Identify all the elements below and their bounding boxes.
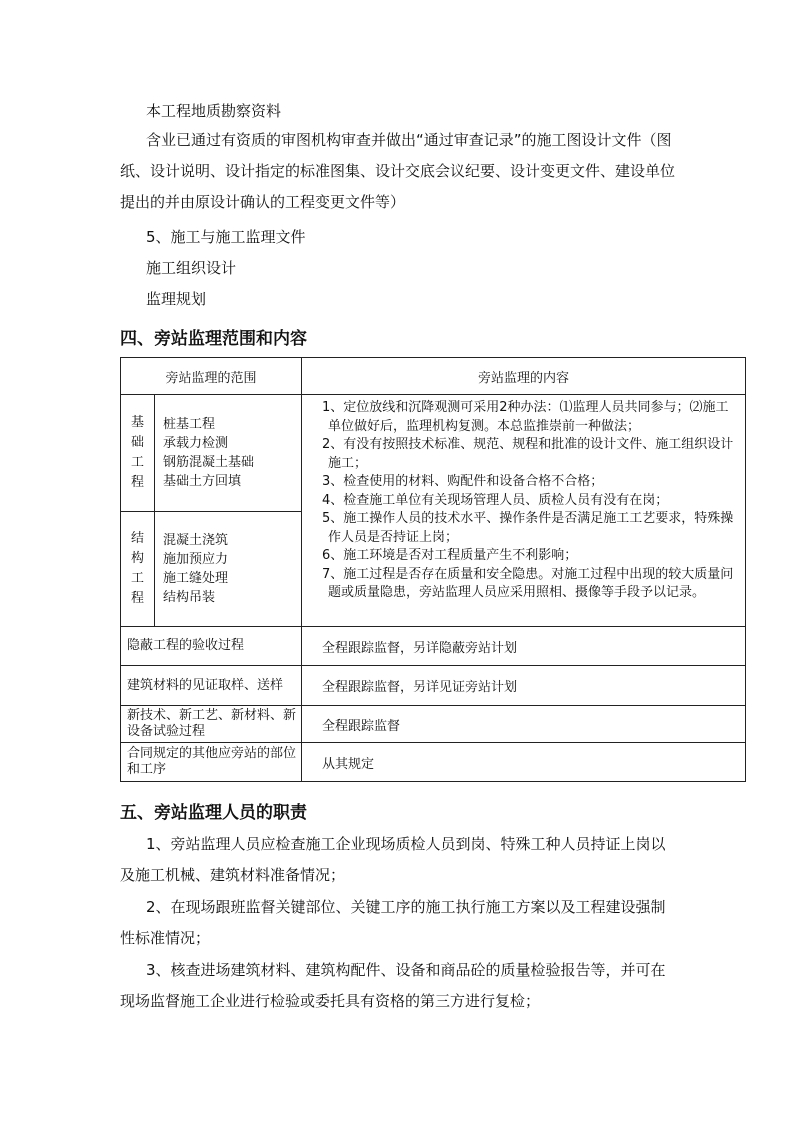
section-4-title: 四、旁站监理范围和内容	[120, 329, 307, 349]
duty-paragraph: 3、核查进场建筑材料、建筑构配件、设备和商品砼的质量检验报告等，并可在现场监督施工企业进行检验或委托具有资格的第三方进行复检；	[120, 961, 666, 1010]
content-item: 7、施工过程是否存在质量和安全隐患。对施工过程中出现的较大质量问题或质量隐患，旁站监理人员应采用照相、摄像等手段予以记录。	[322, 566, 734, 600]
category-structure: 结 构 工 程	[121, 512, 155, 627]
section-5-title: 五、旁站监理人员的职责	[120, 803, 307, 823]
content-item: 3、检查使用的材料、购配件和设备合格不合格；	[322, 474, 604, 489]
table-row	[121, 395, 746, 512]
paragraph-construction-docs-heading: 5、施工与施工监理文件	[146, 228, 306, 246]
table-row	[121, 706, 746, 743]
paragraph-design-documents: 含业已通过有资质的审图机构审查并做出“通过审查记录”的施工图设计文件（图纸、设计说明、设计指定的标准图集、设计交底会议纪要、设计变更文件、建设单位提出的并由原设计确认的工程变更文件等）	[120, 131, 676, 211]
table-row	[121, 666, 746, 706]
table-header-row	[121, 358, 746, 395]
row-scope: 新技术、新工艺、新材料、新设备试验过程	[121, 706, 302, 743]
duty-paragraph: 2、在现场跟班监督关键部位、关键工序的施工执行施工方案以及工程建设强制性标准情况；	[120, 898, 666, 947]
content-item: 4、检查施工单位有关现场管理人员、质检人员有没有在岗；	[322, 492, 669, 508]
paragraph-geology-report: 本工程地质勘察资料	[146, 102, 282, 120]
row-scope: 合同规定的其他应旁站的部位和工序	[121, 743, 302, 782]
foundation-items: 桩基工程 承载力检测 钢筋混凝土基础 基础土方回填	[155, 395, 302, 512]
content-item: 1、定位放线和沉降观测可采用2种办法：⑴监理人员共同参与；⑵施工单位做好后，监理机构复测。本总监推崇前一种做法；	[322, 400, 729, 434]
row-content: 全程跟踪监督	[302, 706, 746, 743]
supervision-content-list	[302, 395, 746, 627]
paragraph-supervision-plan: 监理规划	[146, 290, 207, 308]
duty-paragraph: 1、旁站监理人员应检查施工企业现场质检人员到岗、特殊工种人员持证上岗以及施工机械、建筑材料准备情况；	[120, 835, 666, 884]
table-row	[121, 627, 746, 666]
header-scope: 旁站监理的范围	[121, 358, 302, 395]
header-content: 旁站监理的内容	[302, 358, 746, 395]
row-content: 全程跟踪监督，另详隐蔽旁站计划	[302, 627, 746, 666]
row-scope: 建筑材料的见证取样、送样	[121, 666, 302, 706]
content-item: 5、施工操作人员的技术水平、操作条件是否满足施工工艺要求，特殊操作人员是否持证上岗；	[322, 511, 734, 545]
paragraph-construction-org-design: 施工组织设计	[146, 259, 237, 277]
row-content: 全程跟踪监督，另详见证旁站计划	[302, 666, 746, 706]
content-item: 6、施工环境是否对工程质量产生不利影响；	[322, 548, 578, 563]
supervision-scope-table	[120, 357, 746, 782]
row-scope: 隐蔽工程的验收过程	[121, 627, 302, 666]
table-row	[121, 743, 746, 782]
row-content: 从其规定	[302, 743, 746, 782]
category-foundation: 基 础 工 程	[121, 395, 155, 512]
structure-items: 混凝土浇筑 施加预应力 施工缝处理 结构吊装	[155, 512, 302, 627]
content-item: 2、有没有按照技术标准、规范、规程和批准的设计文件、施工组织设计施工；	[322, 437, 734, 471]
